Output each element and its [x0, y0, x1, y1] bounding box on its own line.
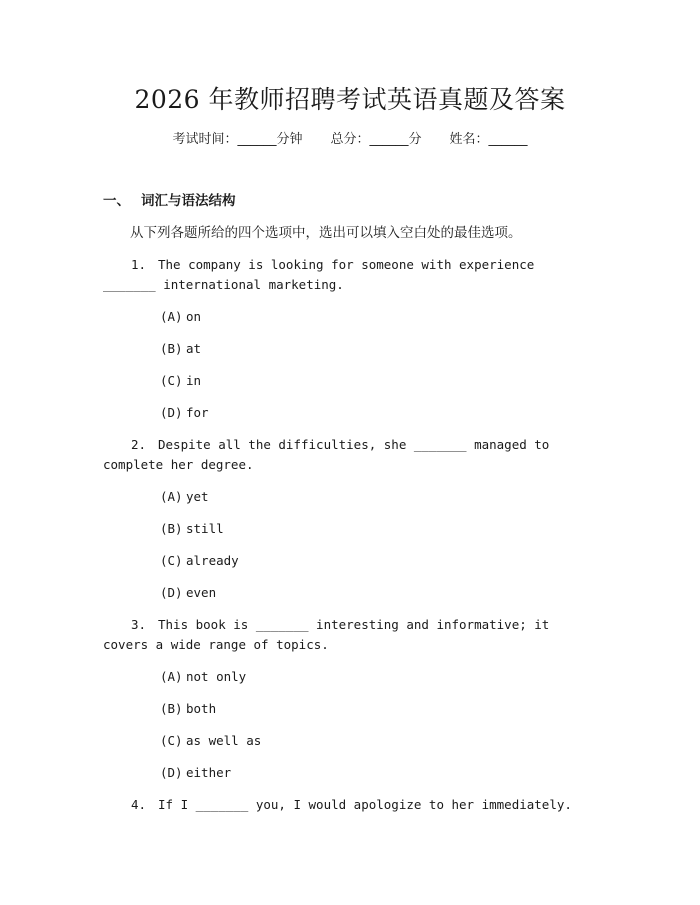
question-number: 3.	[131, 617, 147, 632]
option-text: either	[186, 765, 232, 780]
option-1c	[160, 371, 201, 391]
option-letter: (C)	[160, 733, 183, 748]
question-text: If I _______ you, I would apologize to her immediately.	[158, 797, 572, 812]
question-number: 2.	[131, 437, 147, 452]
option-text: even	[186, 585, 217, 600]
option-text: already	[186, 553, 239, 568]
option-text: not only	[186, 669, 247, 684]
option-letter: (B)	[160, 341, 183, 356]
option-text: both	[186, 701, 217, 716]
option-letter: (D)	[160, 765, 183, 780]
option-text: as well as	[186, 733, 262, 748]
option-3b	[160, 699, 216, 719]
section-number: 一、	[103, 193, 130, 209]
option-text: still	[186, 521, 224, 536]
option-letter: (A)	[160, 669, 183, 684]
exam-title: 2026 年教师招聘考试英语真题及答案	[134, 85, 566, 114]
question-1	[103, 255, 583, 295]
section-instruction: 从下列各题所给的四个选项中，选出可以填入空白处的最佳选项。	[130, 225, 522, 241]
option-3a	[160, 667, 246, 687]
option-1d	[160, 403, 209, 423]
option-3c	[160, 731, 261, 751]
exam-time-field: 考试时间：______分钟	[172, 132, 303, 147]
option-3d	[160, 763, 231, 783]
option-letter: (C)	[160, 553, 183, 568]
total-score-field: 总分：______分	[330, 132, 422, 147]
student-name-field: 姓名：______	[449, 132, 528, 147]
question-text: Despite all the difficulties, she _______ managed to complete her degree.	[103, 437, 550, 472]
option-2a	[160, 487, 209, 507]
option-1a	[160, 307, 201, 327]
question-number: 1.	[131, 257, 147, 272]
question-4	[103, 795, 583, 815]
option-text: yet	[186, 489, 209, 504]
option-text: in	[186, 373, 202, 388]
option-letter: (A)	[160, 309, 183, 324]
exam-meta	[0, 130, 700, 150]
question-2	[103, 435, 583, 475]
option-letter: (B)	[160, 521, 183, 536]
option-letter: (B)	[160, 701, 183, 716]
question-text: This book is _______ interesting and informative; it covers a wide range of topics.	[103, 617, 550, 652]
question-text: The company is looking for someone with experience _______ international marketing.	[103, 257, 535, 292]
question-number: 4.	[131, 797, 147, 812]
question-3	[103, 615, 583, 655]
option-letter: (A)	[160, 489, 183, 504]
option-2d	[160, 583, 216, 603]
option-letter: (D)	[160, 585, 183, 600]
section-heading	[103, 191, 236, 211]
option-text: at	[186, 341, 202, 356]
option-letter: (D)	[160, 405, 183, 420]
option-text: for	[186, 405, 209, 420]
option-1b	[160, 339, 201, 359]
section-title: 词汇与语法结构	[141, 193, 236, 209]
option-text: on	[186, 309, 202, 324]
option-letter: (C)	[160, 373, 183, 388]
option-2b	[160, 519, 224, 539]
option-2c	[160, 551, 239, 571]
